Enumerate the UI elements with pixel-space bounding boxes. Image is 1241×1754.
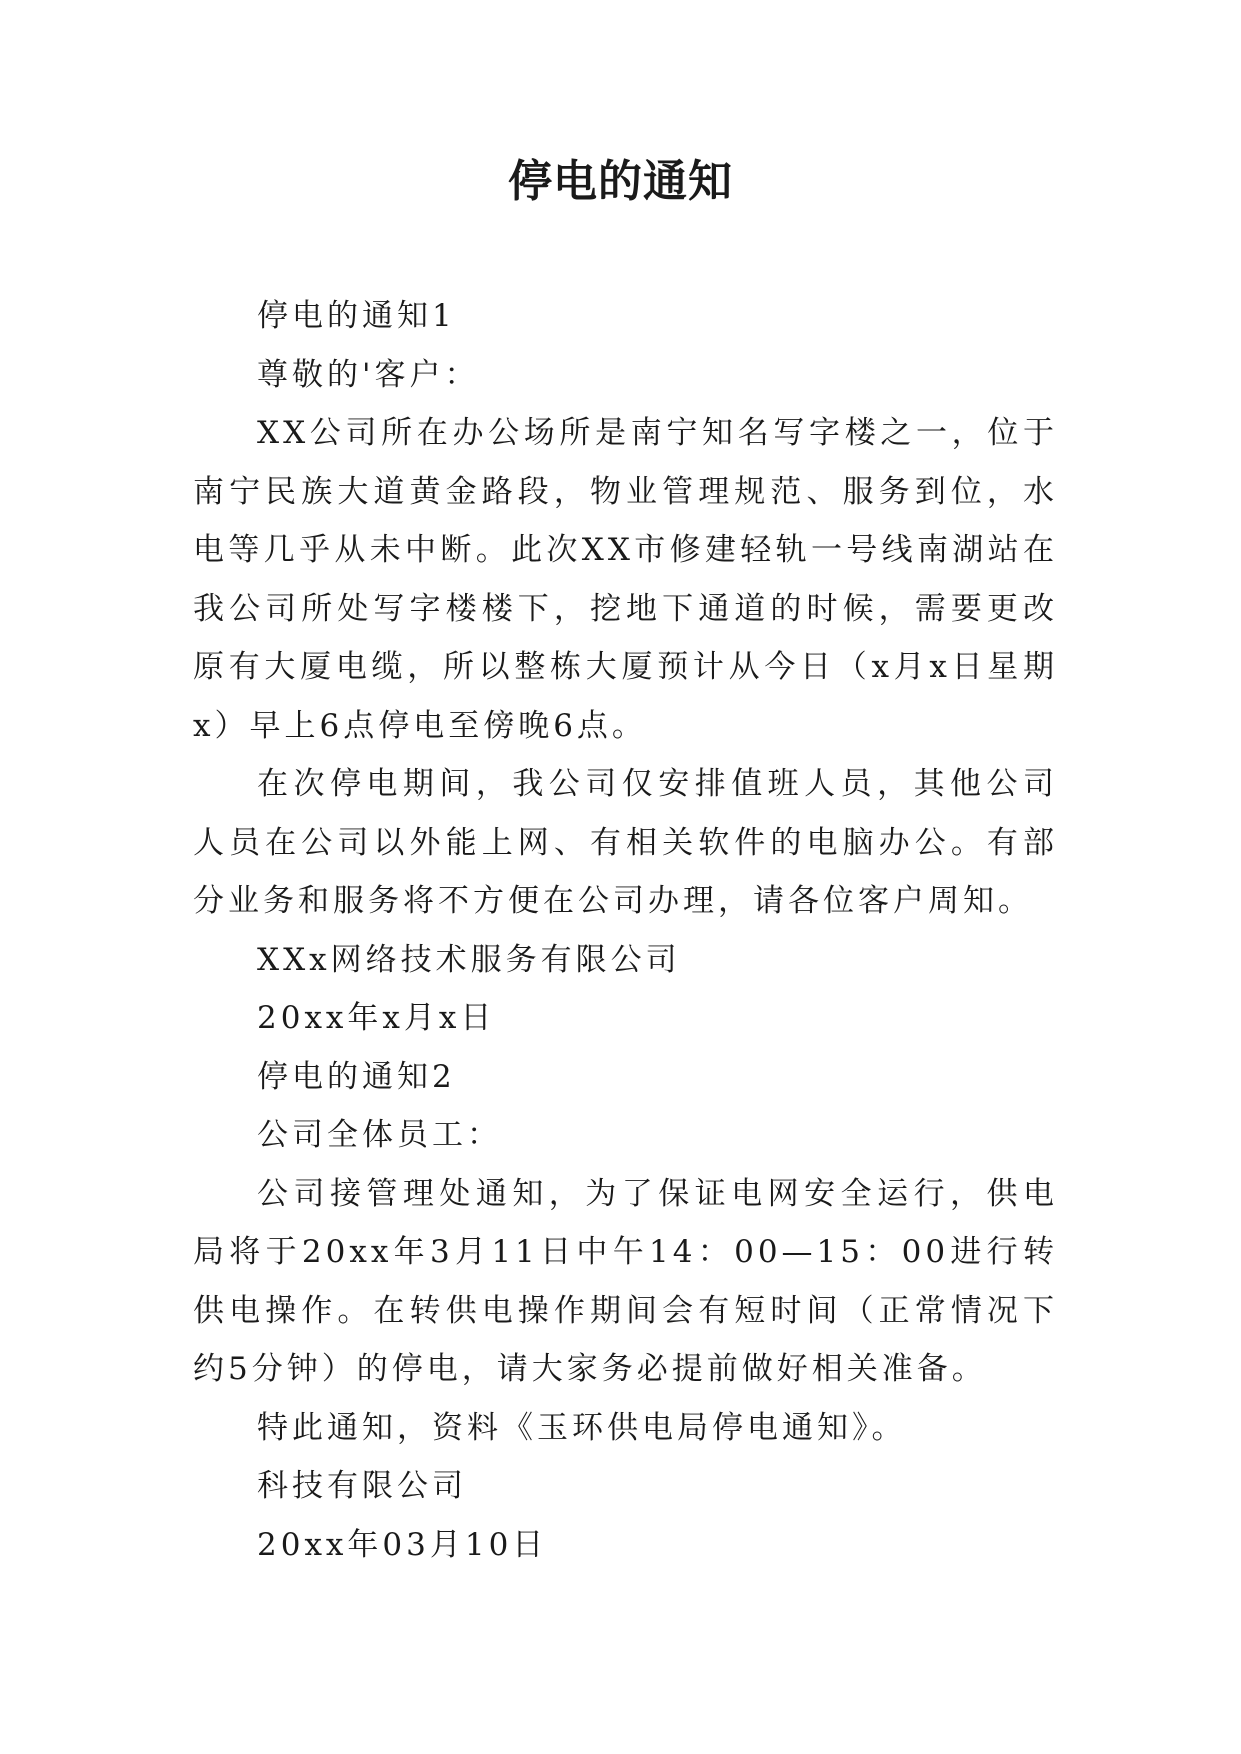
notice-1-salutation: 尊敬的'客户： [257, 356, 480, 393]
notice-1-signature-company: XXx网络技术服务有限公司 [257, 941, 681, 978]
notice-1-paragraph-2: 在次停电期间，我公司仅安排值班人员，其他公司人员在公司以外能上网、有相关软件的电脑办公。有部分业务和服务将不方便在公司办理，请各位客户周知。 [193, 766, 1058, 919]
notice-1-heading: 停电的通知1 [257, 298, 456, 334]
document-title: 停电的通知 [508, 156, 733, 207]
notice-2-heading: 停电的通知2 [257, 1058, 456, 1095]
notice-2-signature-company: 科技有限公司 [257, 1468, 467, 1504]
notice-2-paragraph-1: 公司接管理处通知，为了保证电网安全运行，供电局将于20xx年3月11日中午14：00—15：00进行转供电操作。在转供电操作期间会有短时间（正常情况下约5分钟）的停电，请大家务必提前做好相关准备。 [193, 1175, 1058, 1387]
document-body [193, 287, 1058, 1574]
notice-1-signature-date: 20xx年x月x日 [257, 1000, 496, 1036]
notice-2-paragraph-2: 特此通知，资料《玉环供电局停电通知》。 [257, 1409, 907, 1446]
notice-2-salutation: 公司全体员工： [257, 1117, 502, 1153]
notice-2-signature-date: 20xx年03月10日 [257, 1526, 548, 1563]
notice-1-paragraph-1: XX公司所在办公场所是南宁知名写字楼之一，位于南宁民族大道黄金路段，物业管理规范、服务到位，水电等几乎从未中断。此次XX市修建轻轨一号线南湖站在我公司所处写字楼楼下，挖地下通道的时候，需要更改原有大厦电缆，所以整栋大厦预计从今日（x月x日星期x）早上6点停电至傍晚6点。 [193, 415, 1058, 744]
